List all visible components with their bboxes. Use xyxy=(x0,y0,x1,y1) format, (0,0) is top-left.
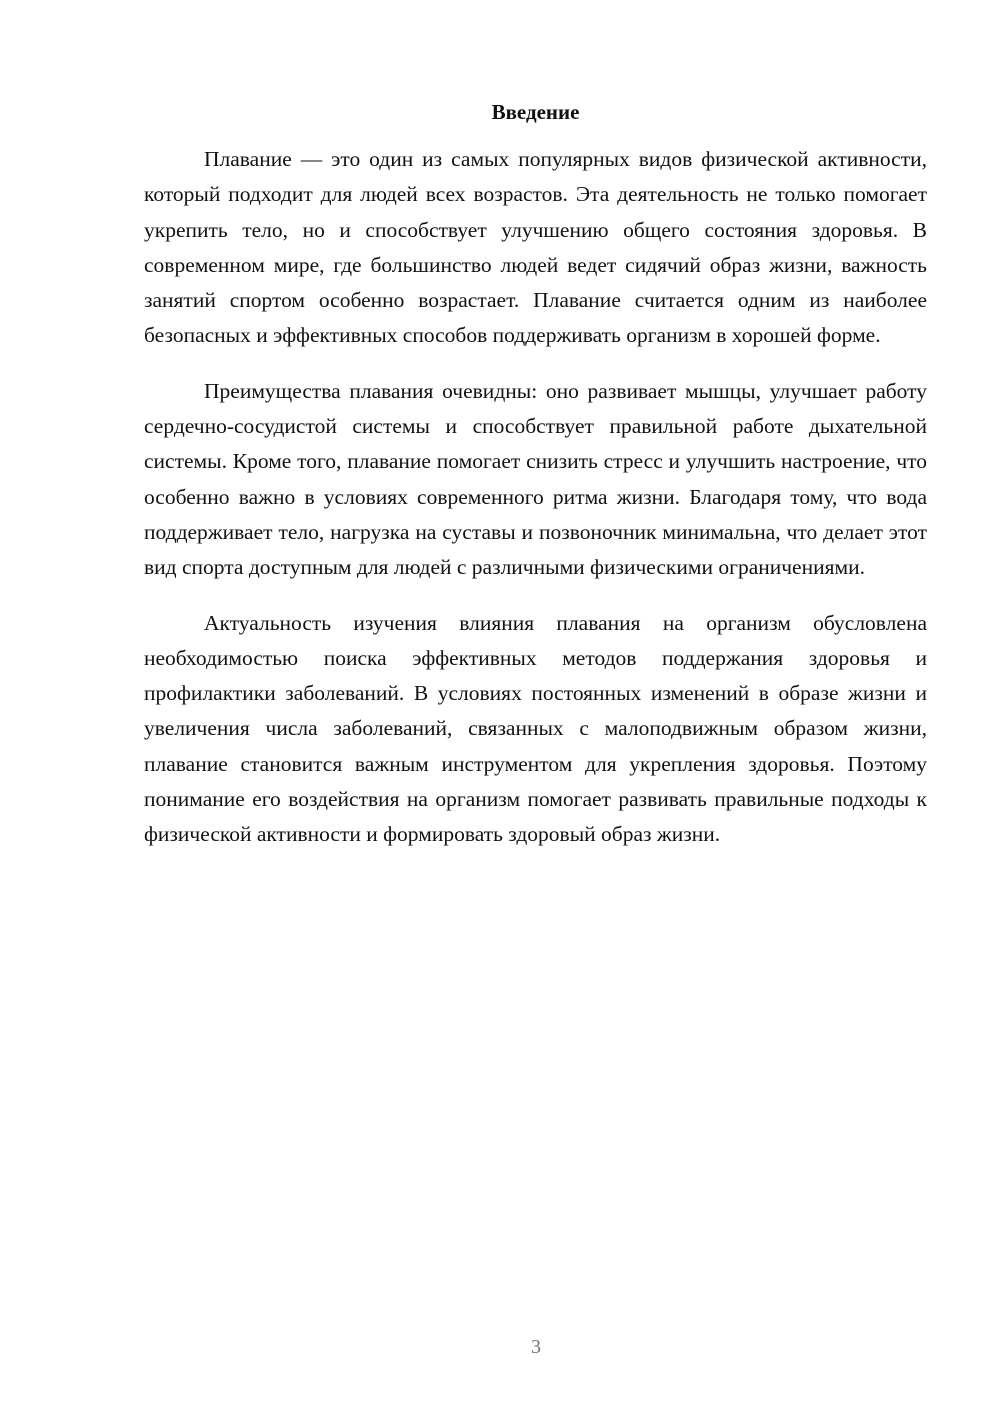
paragraph-relevance: Актуальность изучения влияния плавания на организм обусловлена необходимостью поиска эффективных методов поддержания здоровья и профилактики заболеваний. В условиях постоянных изменений в образе жизни и увеличения числа заболеваний, связанных с малоподвижным образом жизни, плавание становится важным инструментом для укрепления здоровья. Поэтому понимание его воздействия на организм помогает развивать правильные подходы к физической активности и формировать здоровый образ жизни. xyxy=(144,610,927,847)
body-text xyxy=(144,142,927,873)
page-number: 3 xyxy=(531,1336,541,1358)
paragraph-intro: Плавание — это один из самых популярных видов физической активности, который подходит для людей всех возрастов. Эта деятельность не только помогает укрепить тело, но и способствует улучшению общего состояния здоровья. В современном мире, где большинство людей ведет сидячий образ жизни, важность занятий спортом особенно возрастает. Плавание считается одним из наиболее безопасных и эффективных способов поддерживать организм в хорошей форме. xyxy=(144,147,927,348)
paragraph-benefits: Преимущества плавания очевидны: оно развивает мышцы, улучшает работу сердечно-сосудистой системы и способствует правильной работе дыхательной системы. Кроме того, плавание помогает снизить стресс и улучшить настроение, что особенно важно в условиях современного ритма жизни. Благодаря тому, что вода поддерживает тело, нагрузка на суставы и позвоночник минимальна, что делает этот вид спорта доступным для людей с различными физическими ограничениями. xyxy=(144,378,927,580)
section-heading: Введение xyxy=(491,100,580,124)
